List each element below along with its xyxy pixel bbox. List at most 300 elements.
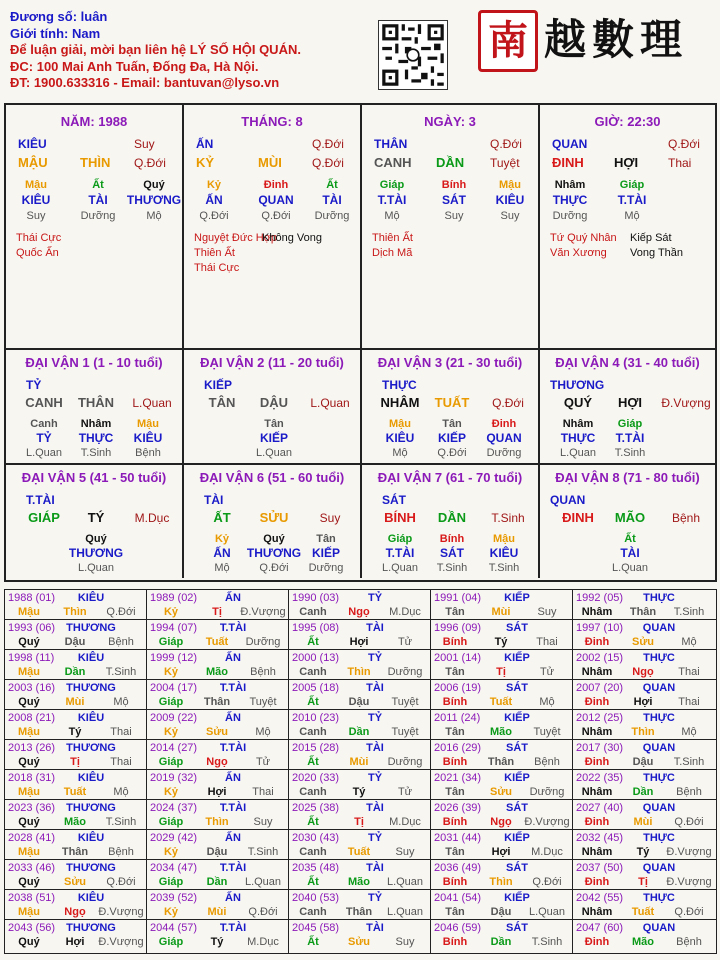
year-ten-god: T.TÀI bbox=[219, 802, 247, 814]
year-branch: Tị bbox=[212, 606, 222, 618]
hidden-ten-god: ẤN bbox=[205, 193, 223, 207]
year-stem: Bính bbox=[442, 696, 468, 708]
year-state: Q.Đới bbox=[674, 906, 704, 918]
year-cell bbox=[289, 830, 431, 860]
year-state: Suy bbox=[253, 816, 273, 828]
hidden-stem: Mậu bbox=[493, 533, 515, 545]
year-ten-god: THƯƠNG bbox=[66, 682, 116, 694]
year-cell bbox=[573, 860, 716, 890]
year-ten-god: TÀI bbox=[366, 742, 384, 754]
year-ten-god: KIẾP bbox=[504, 892, 530, 904]
year-label: 2008 (21) bbox=[8, 712, 56, 724]
hidden-ten-god: KIÊU bbox=[385, 431, 415, 445]
year-stem: Giáp bbox=[158, 876, 184, 888]
star-left: Nguyệt Đức Hợp bbox=[194, 232, 278, 244]
hidden-ten-god: TỶ bbox=[36, 431, 52, 445]
dai-van-branch-god: Q.Đới bbox=[492, 396, 524, 410]
year-ten-god: THƯƠNG bbox=[66, 622, 116, 634]
year-stem: Ất bbox=[307, 936, 319, 948]
year-branch: Mùi bbox=[349, 756, 369, 768]
year-state: Dưỡng bbox=[529, 786, 565, 798]
hidden-stem: Mậu bbox=[389, 418, 411, 430]
year-state: T.Sinh bbox=[673, 606, 705, 618]
year-stem: Canh bbox=[299, 606, 327, 618]
year-cell bbox=[573, 740, 716, 770]
dai-van-branch-god: Bệnh bbox=[671, 511, 701, 525]
year-cell bbox=[573, 830, 716, 860]
year-label: 2040 (53) bbox=[292, 892, 340, 904]
pillar-stem: ĐINH bbox=[552, 155, 584, 170]
star-right: Kiếp Sát bbox=[630, 232, 672, 244]
hidden-ten-god: T.TÀI bbox=[617, 193, 647, 207]
pillar-god-state: Suy bbox=[134, 137, 155, 151]
year-branch: Thìn bbox=[489, 876, 513, 888]
year-branch: Tị bbox=[70, 756, 80, 768]
hidden-ten-god: KIẾP bbox=[311, 546, 340, 560]
year-cell bbox=[431, 860, 573, 890]
year-stem: Canh bbox=[299, 666, 327, 678]
year-stem: Bính bbox=[442, 936, 468, 948]
year-ten-god: TÀI bbox=[366, 862, 384, 874]
dai-van-branch-god: Suy bbox=[319, 511, 341, 525]
year-branch: Dần bbox=[206, 876, 228, 888]
year-stem: Giáp bbox=[158, 756, 184, 768]
year-state: Suy bbox=[395, 936, 415, 948]
year-stem: Nhâm bbox=[581, 606, 613, 618]
year-state: Thai bbox=[252, 786, 274, 798]
year-stem: Ất bbox=[307, 816, 319, 828]
year-branch: Dần bbox=[490, 936, 512, 948]
year-branch: Mão bbox=[632, 936, 654, 948]
hidden-state: Dưỡng bbox=[552, 210, 588, 222]
hidden-stem: Mậu bbox=[25, 179, 47, 191]
year-cell bbox=[431, 620, 573, 650]
year-ten-god: TÀI bbox=[366, 622, 384, 634]
year-label: 2033 (46) bbox=[8, 862, 56, 874]
year-label: 1994 (07) bbox=[150, 622, 198, 634]
year-cell bbox=[431, 800, 573, 830]
year-cell bbox=[147, 740, 289, 770]
year-ten-god: THỰC bbox=[643, 652, 675, 664]
year-label: 1998 (11) bbox=[8, 652, 55, 664]
year-stem: Canh bbox=[299, 906, 327, 918]
pillar-branch-god: Q.Đới bbox=[312, 156, 344, 170]
hidden-ten-god: KIÊU bbox=[21, 193, 51, 207]
header-info bbox=[10, 9, 301, 92]
year-branch: Tý bbox=[636, 846, 650, 858]
hidden-stem: Tân bbox=[264, 418, 284, 430]
dai-van-stem: NHÂM bbox=[380, 395, 420, 410]
year-branch: Tuất bbox=[347, 846, 371, 858]
year-ten-god: KIÊU bbox=[77, 652, 105, 664]
year-branch: Dần bbox=[632, 786, 654, 798]
year-ten-god: SÁT bbox=[506, 862, 528, 874]
pillar-ten-god: THÂN bbox=[374, 137, 408, 151]
year-state: Bệnh bbox=[108, 636, 134, 648]
hidden-stem: Ất bbox=[92, 179, 104, 191]
pillar-god-state: Q.Đới bbox=[312, 137, 344, 151]
year-state: Bệnh bbox=[676, 786, 702, 798]
year-label: 2047 (60) bbox=[576, 922, 624, 934]
year-branch: Tuất bbox=[205, 636, 229, 648]
year-state: T.Sinh bbox=[673, 756, 705, 768]
year-ten-god: THƯƠNG bbox=[66, 862, 116, 874]
dai-van-title: ĐẠI VẬN 4 (31 - 40 tuổi) bbox=[555, 355, 700, 370]
hidden-state: Q.Đới bbox=[199, 210, 229, 222]
year-stem: Giáp bbox=[158, 636, 184, 648]
year-stem: Ất bbox=[307, 696, 319, 708]
year-label: 1993 (06) bbox=[8, 622, 56, 634]
pillar-cell bbox=[184, 105, 362, 350]
dai-van-title: ĐẠI VẬN 1 (1 - 10 tuổi) bbox=[25, 355, 163, 370]
dai-van-branch: TÝ bbox=[87, 510, 105, 525]
year-label: 1995 (08) bbox=[292, 622, 340, 634]
year-stem: Mậu bbox=[18, 606, 40, 618]
year-stem: Bính bbox=[442, 816, 468, 828]
year-branch: Sửu bbox=[63, 876, 87, 888]
year-stem: Kỷ bbox=[163, 606, 179, 618]
year-stem: Canh bbox=[299, 846, 327, 858]
year-branch: Mùi bbox=[633, 816, 653, 828]
year-branch: Thìn bbox=[205, 816, 229, 828]
year-branch: Sửu bbox=[347, 936, 371, 948]
year-state: Tuyệt bbox=[391, 696, 419, 708]
hidden-state: Q.Đới bbox=[437, 447, 467, 459]
year-ten-god: TÀI bbox=[366, 682, 384, 694]
year-state: Thai bbox=[536, 636, 558, 648]
year-cell bbox=[289, 740, 431, 770]
year-label: 2013 (26) bbox=[8, 742, 56, 754]
year-stem: Kỷ bbox=[163, 726, 179, 738]
year-branch: Hợi bbox=[349, 636, 369, 648]
year-ten-god: ẤN bbox=[225, 652, 241, 664]
dai-van-title: ĐẠI VẬN 2 (11 - 20 tuổi) bbox=[200, 355, 344, 370]
year-state: Suy bbox=[537, 606, 557, 618]
year-label: 2009 (22) bbox=[150, 712, 198, 724]
pillar-title: THÁNG: 8 bbox=[241, 114, 303, 129]
year-state: Mộ bbox=[255, 726, 271, 738]
dai-van-branch-god: Đ.Vượng bbox=[661, 396, 711, 410]
year-label: 2005 (18) bbox=[292, 682, 340, 694]
year-cell bbox=[289, 890, 431, 920]
hidden-ten-god: QUAN bbox=[258, 193, 294, 207]
year-stem: Tân bbox=[445, 786, 465, 798]
year-state: Q.Đới bbox=[106, 876, 136, 888]
year-stem: Mậu bbox=[18, 906, 40, 918]
dai-van-ten-god: T.TÀI bbox=[26, 493, 55, 507]
year-cell bbox=[5, 620, 147, 650]
year-ten-god: QUAN bbox=[642, 682, 676, 694]
year-label: 2036 (49) bbox=[434, 862, 482, 874]
dai-van-cell bbox=[540, 465, 715, 578]
pillar-title: GIỜ: 22:30 bbox=[594, 114, 661, 129]
year-ten-god: KIÊU bbox=[77, 772, 105, 784]
hidden-stem: Giáp bbox=[619, 179, 645, 191]
year-label: 1988 (01) bbox=[8, 592, 56, 604]
year-ten-god: THỰC bbox=[643, 772, 675, 784]
year-state: Tử bbox=[255, 756, 271, 768]
star-left: Thiên Ất bbox=[194, 247, 235, 259]
year-label: 2012 (25) bbox=[576, 712, 624, 724]
year-ten-god: SÁT bbox=[506, 922, 528, 934]
year-ten-god: ẤN bbox=[225, 892, 241, 904]
year-stem: Mậu bbox=[18, 726, 40, 738]
hidden-ten-god: SÁT bbox=[442, 193, 466, 207]
star-right: Vong Thần bbox=[630, 247, 684, 259]
year-branch: Tị bbox=[354, 816, 364, 828]
year-cell bbox=[5, 800, 147, 830]
year-cell bbox=[289, 860, 431, 890]
year-label: 2010 (23) bbox=[292, 712, 340, 724]
year-label: 2037 (50) bbox=[576, 862, 624, 874]
year-cell bbox=[431, 770, 573, 800]
year-branch: Dậu bbox=[632, 756, 654, 768]
year-state: Mộ bbox=[113, 696, 129, 708]
year-state: Dưỡng bbox=[387, 666, 423, 678]
hidden-stem: Nhâm bbox=[554, 179, 586, 191]
hidden-ten-god: KIÊU bbox=[495, 193, 525, 207]
hidden-state: Mộ bbox=[384, 210, 400, 222]
year-state: Q.Đới bbox=[532, 876, 562, 888]
dai-van-branch: DẦN bbox=[437, 510, 467, 525]
year-stem: Kỷ bbox=[163, 666, 179, 678]
year-label: 1990 (03) bbox=[292, 592, 340, 604]
year-cell bbox=[573, 800, 716, 830]
pillar-title: NGÀY: 3 bbox=[424, 114, 476, 129]
year-ten-god: SÁT bbox=[506, 622, 528, 634]
year-state: T.Sinh bbox=[531, 936, 563, 948]
year-ten-god: TÀI bbox=[366, 802, 384, 814]
dai-van-branch: HỢI bbox=[617, 395, 643, 410]
pillar-ten-god: ẤN bbox=[196, 137, 214, 151]
year-cell bbox=[573, 680, 716, 710]
person-name: Đương số: luân bbox=[10, 9, 108, 24]
year-ten-god: THƯƠNG bbox=[66, 742, 116, 754]
hidden-stem: Quý bbox=[143, 179, 165, 191]
year-state: L.Quan bbox=[528, 906, 566, 918]
hidden-state: T.Sinh bbox=[614, 447, 646, 459]
hidden-ten-god: ẤN bbox=[213, 546, 231, 560]
year-ten-god: TỶ bbox=[367, 592, 383, 604]
year-stem: Kỷ bbox=[163, 786, 179, 798]
year-stem: Nhâm bbox=[581, 906, 613, 918]
hidden-state: Dưỡng bbox=[308, 562, 344, 574]
pillar-branch: DẦN bbox=[436, 155, 465, 170]
year-cell bbox=[289, 590, 431, 620]
year-stem: Bính bbox=[442, 756, 468, 768]
year-cell bbox=[289, 770, 431, 800]
year-ten-god: SÁT bbox=[506, 802, 528, 814]
year-cell bbox=[147, 860, 289, 890]
year-label: 2041 (54) bbox=[434, 892, 482, 904]
pillar-branch: MÙI bbox=[258, 155, 282, 170]
year-branch: Thìn bbox=[63, 606, 87, 618]
year-cell bbox=[147, 830, 289, 860]
dai-van-branch: DẬU bbox=[259, 395, 289, 410]
year-cell bbox=[5, 890, 147, 920]
pillar-cell bbox=[6, 105, 184, 350]
year-branch: Thân bbox=[203, 696, 231, 708]
year-stem: Nhâm bbox=[581, 726, 613, 738]
year-label: 2023 (36) bbox=[8, 802, 56, 814]
hidden-state: Dưỡng bbox=[314, 210, 350, 222]
year-cell bbox=[5, 740, 147, 770]
year-ten-god: T.TÀI bbox=[219, 622, 247, 634]
hidden-stem: Quý bbox=[263, 533, 285, 545]
pillar-stem: MẬU bbox=[18, 155, 48, 170]
year-cell bbox=[147, 620, 289, 650]
lyso-logo bbox=[478, 8, 716, 74]
year-branch: Sửu bbox=[489, 786, 513, 798]
year-cell bbox=[573, 920, 716, 953]
year-stem: Nhâm bbox=[581, 786, 613, 798]
star-left: Thiên Ất bbox=[372, 232, 413, 244]
hidden-stem: Canh bbox=[30, 418, 58, 430]
year-cell bbox=[431, 650, 573, 680]
year-cell bbox=[147, 680, 289, 710]
hidden-stem: Đinh bbox=[491, 418, 517, 430]
hidden-stem: Nhâm bbox=[562, 418, 594, 430]
year-label: 2002 (15) bbox=[576, 652, 624, 664]
year-ten-god: TỶ bbox=[367, 832, 383, 844]
year-state: L.Quan bbox=[386, 876, 424, 888]
star-left: Quốc Ấn bbox=[16, 247, 59, 259]
year-label: 2027 (40) bbox=[576, 802, 624, 814]
hidden-state: Q.Đới bbox=[261, 210, 291, 222]
year-cell bbox=[573, 710, 716, 740]
hidden-ten-god: TÀI bbox=[620, 546, 640, 560]
year-stem: Đinh bbox=[584, 696, 610, 708]
year-cell bbox=[147, 920, 289, 953]
dai-van-stem: ẤT bbox=[213, 510, 231, 525]
year-ten-god: KIẾP bbox=[504, 832, 530, 844]
year-cell bbox=[5, 830, 147, 860]
dai-van-cell bbox=[184, 465, 362, 578]
dai-van-cell bbox=[540, 350, 715, 465]
year-stem: Quý bbox=[18, 936, 40, 948]
year-label: 1997 (10) bbox=[576, 622, 624, 634]
year-cell bbox=[147, 890, 289, 920]
year-branch: Sửu bbox=[205, 726, 229, 738]
hidden-ten-god: T.TÀI bbox=[385, 546, 415, 560]
year-label: 2029 (42) bbox=[150, 832, 198, 844]
year-stem: Quý bbox=[18, 876, 40, 888]
year-ten-god: T.TÀI bbox=[219, 682, 247, 694]
year-label: 1992 (05) bbox=[576, 592, 624, 604]
hidden-state: Dưỡng bbox=[486, 447, 522, 459]
pillar-god-state: Q.Đới bbox=[668, 137, 700, 151]
year-state: Thai bbox=[110, 726, 132, 738]
year-stem: Mậu bbox=[18, 786, 40, 798]
year-label: 2046 (59) bbox=[434, 922, 482, 934]
year-label: 2006 (19) bbox=[434, 682, 482, 694]
year-ten-god: KIẾP bbox=[504, 772, 530, 784]
dai-van-branch: THÂN bbox=[77, 395, 115, 410]
hidden-stem: Tân bbox=[316, 533, 336, 545]
year-stem: Đinh bbox=[584, 816, 610, 828]
year-cell bbox=[147, 770, 289, 800]
year-state: M.Dục bbox=[389, 816, 421, 828]
year-branch: Ngọ bbox=[348, 606, 370, 618]
year-stem: Đinh bbox=[584, 876, 610, 888]
year-stem: Giáp bbox=[158, 696, 184, 708]
year-stem: Ất bbox=[307, 876, 319, 888]
pillar-branch-god: Q.Đới bbox=[134, 156, 166, 170]
year-cell bbox=[5, 650, 147, 680]
year-label: 2003 (16) bbox=[8, 682, 56, 694]
year-cell bbox=[573, 650, 716, 680]
year-state: Tử bbox=[539, 666, 555, 678]
year-stem: Ất bbox=[307, 636, 319, 648]
year-stem: Bính bbox=[442, 636, 468, 648]
year-state: Tử bbox=[397, 636, 413, 648]
year-ten-god: ẤN bbox=[225, 712, 241, 724]
year-ten-god: QUAN bbox=[642, 862, 676, 874]
hidden-stem: Bính bbox=[441, 179, 467, 191]
logo-text: 越數理 bbox=[544, 15, 689, 64]
hidden-stem: Mậu bbox=[137, 418, 159, 430]
year-branch: Tý bbox=[494, 636, 508, 648]
hidden-stem: Giáp bbox=[379, 179, 405, 191]
year-label: 2000 (13) bbox=[292, 652, 340, 664]
hidden-stem: Đinh bbox=[263, 179, 289, 191]
contact-line: Để luận giải, mời bạn liên hệ LÝ SỐ HỘI QUÁN. bbox=[10, 42, 301, 57]
hidden-ten-god: THỰC bbox=[552, 193, 588, 207]
year-cell bbox=[431, 710, 573, 740]
hidden-ten-god: TÀI bbox=[322, 193, 342, 207]
year-stem: Tân bbox=[445, 666, 465, 678]
year-branch: Tý bbox=[352, 786, 366, 798]
year-cell bbox=[431, 890, 573, 920]
hidden-state: Bệnh bbox=[135, 447, 161, 459]
year-label: 2042 (55) bbox=[576, 892, 624, 904]
hidden-stem: Kỷ bbox=[214, 533, 230, 545]
pillar-ten-god: QUAN bbox=[552, 137, 588, 151]
year-branch: Tuất bbox=[489, 696, 513, 708]
year-cell bbox=[5, 710, 147, 740]
hidden-ten-god: KIÊU bbox=[489, 546, 519, 560]
year-ten-god: THƯƠNG bbox=[66, 802, 116, 814]
dai-van-title: ĐẠI VẬN 7 (61 - 70 tuổi) bbox=[377, 470, 523, 485]
year-stem: Nhâm bbox=[581, 846, 613, 858]
year-ten-god: QUAN bbox=[642, 622, 676, 634]
year-label: 2024 (37) bbox=[150, 802, 198, 814]
dai-van-cell bbox=[6, 465, 184, 578]
hidden-state: Q.Đới bbox=[259, 562, 289, 574]
hidden-ten-god: SÁT bbox=[440, 546, 464, 560]
year-label: 2007 (20) bbox=[576, 682, 624, 694]
dai-van-cell bbox=[184, 350, 362, 465]
year-state: Đ.Vượng bbox=[666, 876, 712, 888]
year-state: Mộ bbox=[681, 636, 697, 648]
year-cell bbox=[5, 770, 147, 800]
year-stem: Tân bbox=[445, 606, 465, 618]
year-stem: Ất bbox=[307, 756, 319, 768]
dai-van-title: ĐẠI VẬN 5 (41 - 50 tuổi) bbox=[21, 470, 167, 485]
dai-van-title: ĐẠI VẬN 8 (71 - 80 tuổi) bbox=[555, 470, 700, 485]
year-ten-god: KIÊU bbox=[77, 832, 105, 844]
dai-van-branch: MÃO bbox=[614, 510, 646, 525]
year-branch: Dậu bbox=[206, 846, 228, 858]
year-stem: Tân bbox=[445, 846, 465, 858]
year-cell bbox=[573, 770, 716, 800]
year-state: Bệnh bbox=[108, 846, 134, 858]
year-ten-god: TỶ bbox=[367, 712, 383, 724]
pillar-cell bbox=[540, 105, 715, 350]
year-ten-god: TỶ bbox=[367, 892, 383, 904]
hidden-ten-god: THƯƠNG bbox=[246, 546, 302, 560]
year-branch: Sửu bbox=[631, 636, 655, 648]
